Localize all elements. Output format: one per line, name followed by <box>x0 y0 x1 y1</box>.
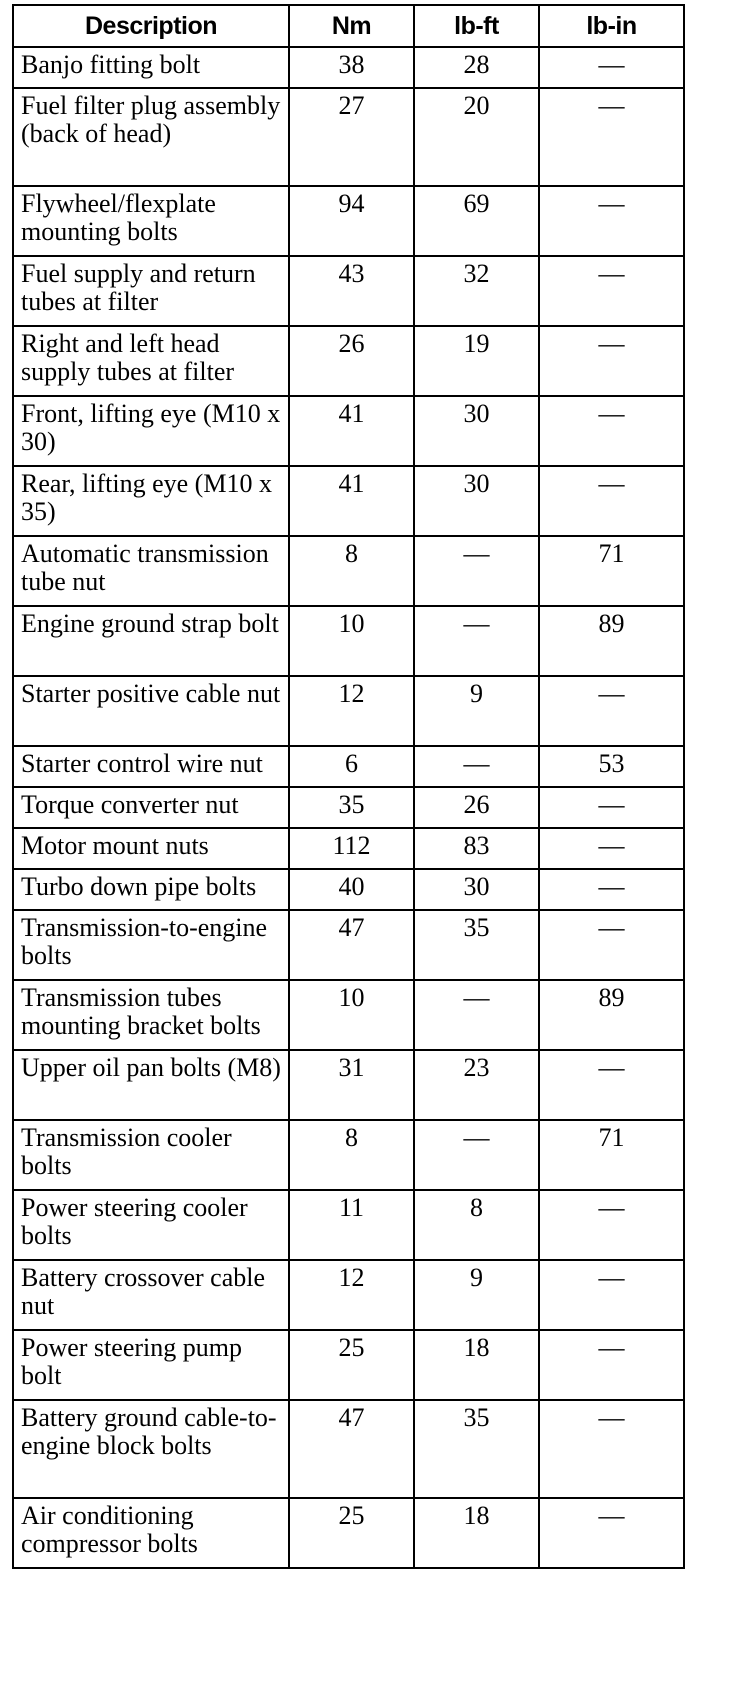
cell-description: Air conditioning compressor bolts <box>13 1498 289 1568</box>
cell-lbin: — <box>539 787 684 828</box>
table-row <box>13 606 684 676</box>
cell-description: Flywheel/flexplate mounting bolts <box>13 186 289 256</box>
table-row <box>13 1120 684 1190</box>
cell-lbin: 89 <box>539 606 684 676</box>
cell-description: Fuel filter plug assembly (back of head) <box>13 88 289 186</box>
cell-nm: 25 <box>289 1330 414 1400</box>
cell-lbin: — <box>539 256 684 326</box>
table-row <box>13 1260 684 1330</box>
cell-lbft: 32 <box>414 256 539 326</box>
table-header <box>13 5 684 47</box>
cell-lbft: 23 <box>414 1050 539 1120</box>
cell-lbin: — <box>539 1330 684 1400</box>
header-description: Description <box>13 5 289 47</box>
table-row <box>13 1330 684 1400</box>
cell-lbft: 18 <box>414 1330 539 1400</box>
table-row <box>13 828 684 869</box>
cell-lbin: — <box>539 1260 684 1330</box>
cell-lbin: — <box>539 1498 684 1568</box>
cell-description: Transmission cooler bolts <box>13 1120 289 1190</box>
cell-description: Fuel supply and return tubes at filter <box>13 256 289 326</box>
cell-nm: 12 <box>289 676 414 746</box>
cell-lbin: 53 <box>539 746 684 787</box>
cell-lbft: 69 <box>414 186 539 256</box>
cell-lbft: 18 <box>414 1498 539 1568</box>
header-lbin: lb-in <box>539 5 684 47</box>
table-row <box>13 1050 684 1120</box>
cell-nm: 25 <box>289 1498 414 1568</box>
cell-description: Automatic transmission tube nut <box>13 536 289 606</box>
cell-nm: 6 <box>289 746 414 787</box>
cell-lbft: 35 <box>414 1400 539 1498</box>
cell-lbft: 26 <box>414 787 539 828</box>
cell-description: Battery crossover cable nut <box>13 1260 289 1330</box>
table-row <box>13 1190 684 1260</box>
cell-lbft: 28 <box>414 47 539 88</box>
cell-nm: 10 <box>289 606 414 676</box>
table-row <box>13 980 684 1050</box>
cell-nm: 47 <box>289 910 414 980</box>
cell-lbin: — <box>539 466 684 536</box>
cell-lbft: 30 <box>414 396 539 466</box>
cell-nm: 27 <box>289 88 414 186</box>
header-nm: Nm <box>289 5 414 47</box>
cell-lbft: 35 <box>414 910 539 980</box>
cell-lbin: — <box>539 47 684 88</box>
table-row <box>13 256 684 326</box>
cell-nm: 8 <box>289 536 414 606</box>
header-row <box>13 5 684 47</box>
cell-lbft: — <box>414 980 539 1050</box>
cell-nm: 8 <box>289 1120 414 1190</box>
cell-description: Power steering pump bolt <box>13 1330 289 1400</box>
cell-nm: 31 <box>289 1050 414 1120</box>
cell-lbin: — <box>539 1400 684 1498</box>
table-row <box>13 676 684 746</box>
cell-description: Right and left head supply tubes at filter <box>13 326 289 396</box>
cell-description: Motor mount nuts <box>13 828 289 869</box>
cell-nm: 40 <box>289 869 414 910</box>
table-row <box>13 326 684 396</box>
cell-nm: 10 <box>289 980 414 1050</box>
torque-specifications-table <box>12 4 685 1569</box>
cell-description: Power steering cooler bolts <box>13 1190 289 1260</box>
cell-nm: 43 <box>289 256 414 326</box>
cell-nm: 26 <box>289 326 414 396</box>
table-row <box>13 47 684 88</box>
cell-lbft: 83 <box>414 828 539 869</box>
cell-lbft: — <box>414 606 539 676</box>
table-row <box>13 746 684 787</box>
cell-nm: 41 <box>289 466 414 536</box>
cell-nm: 11 <box>289 1190 414 1260</box>
cell-lbin: — <box>539 910 684 980</box>
cell-lbft: 19 <box>414 326 539 396</box>
cell-lbft: 20 <box>414 88 539 186</box>
cell-lbin: 71 <box>539 536 684 606</box>
cell-lbft: 30 <box>414 869 539 910</box>
cell-lbft: — <box>414 1120 539 1190</box>
cell-lbin: — <box>539 1050 684 1120</box>
cell-lbft: 30 <box>414 466 539 536</box>
cell-lbin: — <box>539 1190 684 1260</box>
cell-lbin: — <box>539 869 684 910</box>
cell-nm: 41 <box>289 396 414 466</box>
cell-description: Front, lifting eye (M10 x 30) <box>13 396 289 466</box>
cell-nm: 12 <box>289 1260 414 1330</box>
table-row <box>13 1400 684 1498</box>
cell-description: Upper oil pan bolts (M8) <box>13 1050 289 1120</box>
table-row <box>13 787 684 828</box>
cell-lbin: — <box>539 326 684 396</box>
table-row <box>13 466 684 536</box>
table-row <box>13 88 684 186</box>
cell-lbft: 9 <box>414 676 539 746</box>
table-row <box>13 1498 684 1568</box>
table-row <box>13 186 684 256</box>
header-lbft: lb-ft <box>414 5 539 47</box>
table-row <box>13 869 684 910</box>
cell-lbft: 9 <box>414 1260 539 1330</box>
cell-nm: 35 <box>289 787 414 828</box>
cell-lbin: — <box>539 676 684 746</box>
cell-description: Battery ground cable-to-engine block bolts <box>13 1400 289 1498</box>
cell-lbft: — <box>414 746 539 787</box>
table-body <box>13 47 684 1568</box>
cell-nm: 94 <box>289 186 414 256</box>
cell-lbin: 71 <box>539 1120 684 1190</box>
table-row <box>13 396 684 466</box>
cell-description: Turbo down pipe bolts <box>13 869 289 910</box>
cell-description: Starter positive cable nut <box>13 676 289 746</box>
cell-lbft: — <box>414 536 539 606</box>
cell-lbft: 8 <box>414 1190 539 1260</box>
cell-description: Transmission-to-engine bolts <box>13 910 289 980</box>
cell-lbin: 89 <box>539 980 684 1050</box>
cell-description: Banjo fitting bolt <box>13 47 289 88</box>
cell-lbin: — <box>539 396 684 466</box>
cell-description: Rear, lifting eye (M10 x 35) <box>13 466 289 536</box>
cell-lbin: — <box>539 828 684 869</box>
table-row <box>13 536 684 606</box>
cell-nm: 47 <box>289 1400 414 1498</box>
cell-nm: 38 <box>289 47 414 88</box>
cell-description: Engine ground strap bolt <box>13 606 289 676</box>
cell-lbin: — <box>539 186 684 256</box>
table-row <box>13 910 684 980</box>
cell-lbin: — <box>539 88 684 186</box>
cell-description: Starter control wire nut <box>13 746 289 787</box>
cell-description: Torque converter nut <box>13 787 289 828</box>
cell-nm: 112 <box>289 828 414 869</box>
cell-description: Transmission tubes mounting bracket bolts <box>13 980 289 1050</box>
